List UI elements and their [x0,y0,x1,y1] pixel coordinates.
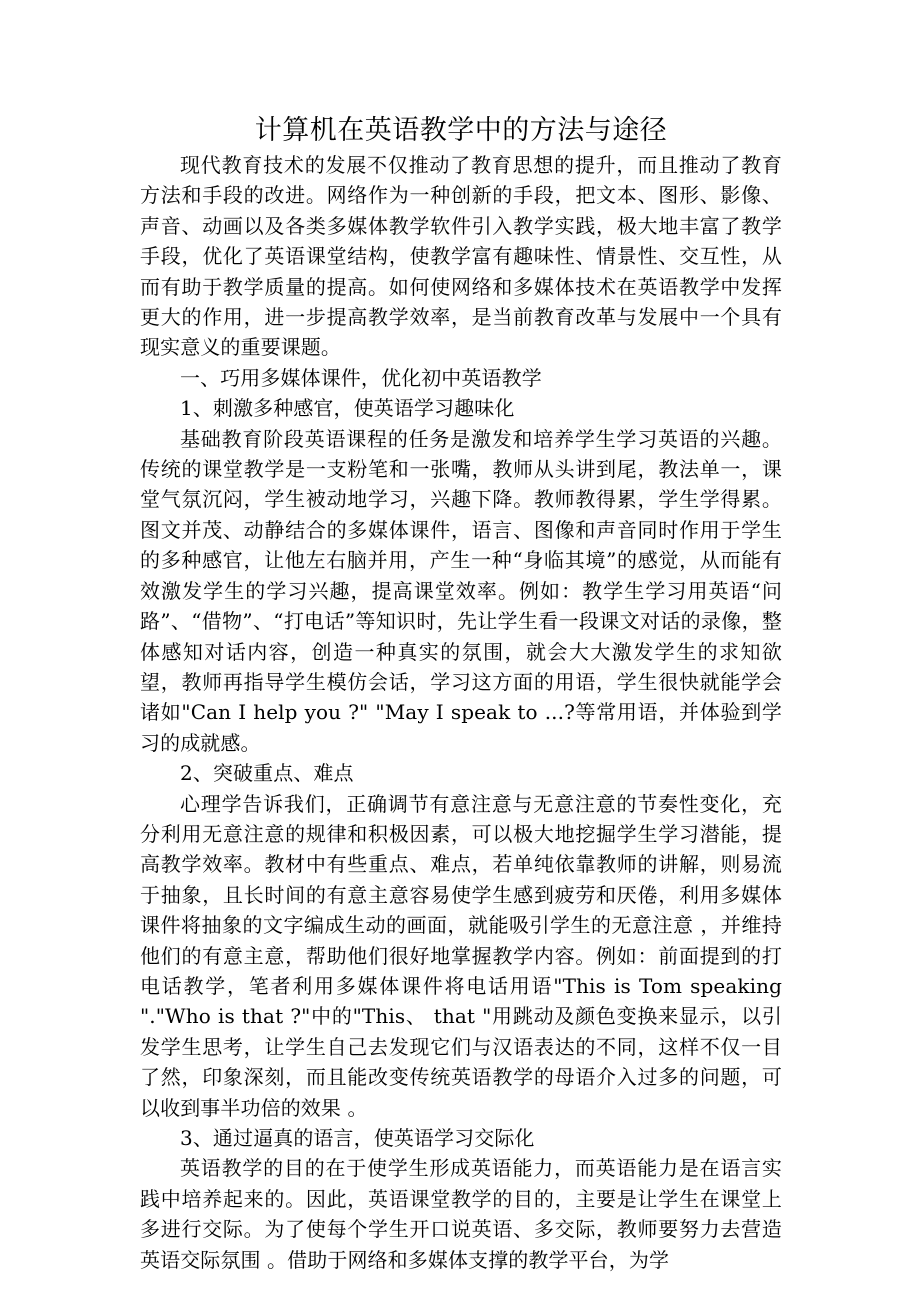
paragraph-body-3: 英语教学的目的在于使学生形成英语能力，而英语能力是在语言实践中培养起来的。因此，英语课堂教学的目的，主要是让学生在课堂上多进行交际。为了使每个学生开口说英语、多交际，教师要努力去营造英语交际氛围 。借助于网络和多媒体支撑的教学平台，为学 [140,1156,782,1272]
subsection-heading-3: 3、通过逼真的语言，使英语学习交际化 [180,1126,535,1150]
paragraph-body-2: 心理学告诉我们，正确调节有意注意与无意注意的节奏性变化，充分利用无意注意的规律和积极因素，可以极大地挖掘学生学习潜能，提高教学效率。教材中有些重点、难点，若单纯依靠教师的讲解，则易流于抽象，且长时间的有意主意容易使学生感到疲劳和厌倦，利用多媒体课件将抽象的文字编成生动的画面，就能吸引学生的无意注意 ，并维持他们的有意主意，帮助他们很好地掌握教学内容。例如：前面提到的打电话教学，笔者利用多媒体课件将电话用语"This is Tom speaking "."Who is that ?"中的"This、 that "用跳动及颜色变换来显示，以引发学生思考，让学生自己去发现它们与汉语表达的不同，这样不仅一目了然，印象深刻，而且能改变传统英语教学的母语介入过多的问题，可以收到事半功倍的效果 。 [140,791,782,1120]
paragraph-intro: 现代教育技术的发展不仅推动了教育思想的提升，而且推动了教育方法和手段的改进。网络作为一种创新的手段，把文本、图形、影像、声音、动画以及各类多媒体教学软件引入教学实践，极大地丰富了教学手段，优化了英语课堂结构，使教学富有趣味性、情景性、交互性，从而有助于教学质量的提高。如何使网络和多媒体技术在英语教学中发挥更大的作用，进一步提高教学效率，是当前教育改革与发展中一个具有现实意义的重要课题。 [140,153,782,360]
document-page [140,112,782,1275]
subsection-heading-2: 2、突破重点、难点 [180,761,354,786]
document-title: 计算机在英语教学中的方法与途径 [254,115,668,146]
section-heading-1: 一、巧用多媒体课件，优化初中英语教学 [180,365,542,390]
subsection-heading-1: 1、刺激多种感官，使英语学习趣味化 [180,396,515,421]
paragraph-body-1: 基础教育阶段英语课程的任务是激发和培养学生学习英语的兴趣。传统的课堂教学是一支粉笔和一张嘴，教师从头讲到尾，教法单一，课堂气氛沉闷，学生被动地学习，兴趣下降。教师教得累，学生学得累。图文并茂、动静结合的多媒体课件，语言、图像和声音同时作用于学生的多种感官，让他左右脑并用，产生一种“身临其境”的感觉，从而能有效激发学生的学习兴趣，提高课堂效率。例如：教学生学习用英语“问路”、“借物”、“打电话”等知识时，先让学生看一段课文对话的录像，整体感知对话内容，创造一种真实的氛围，就会大大激发学生的求知欲望，教师再指导学生模仿会话，学习这方面的用语，学生很快就能学会诸如"Can I help you ?" "May I speak to ...?等常用语，并体验到学习的成就感。 [140,426,782,755]
